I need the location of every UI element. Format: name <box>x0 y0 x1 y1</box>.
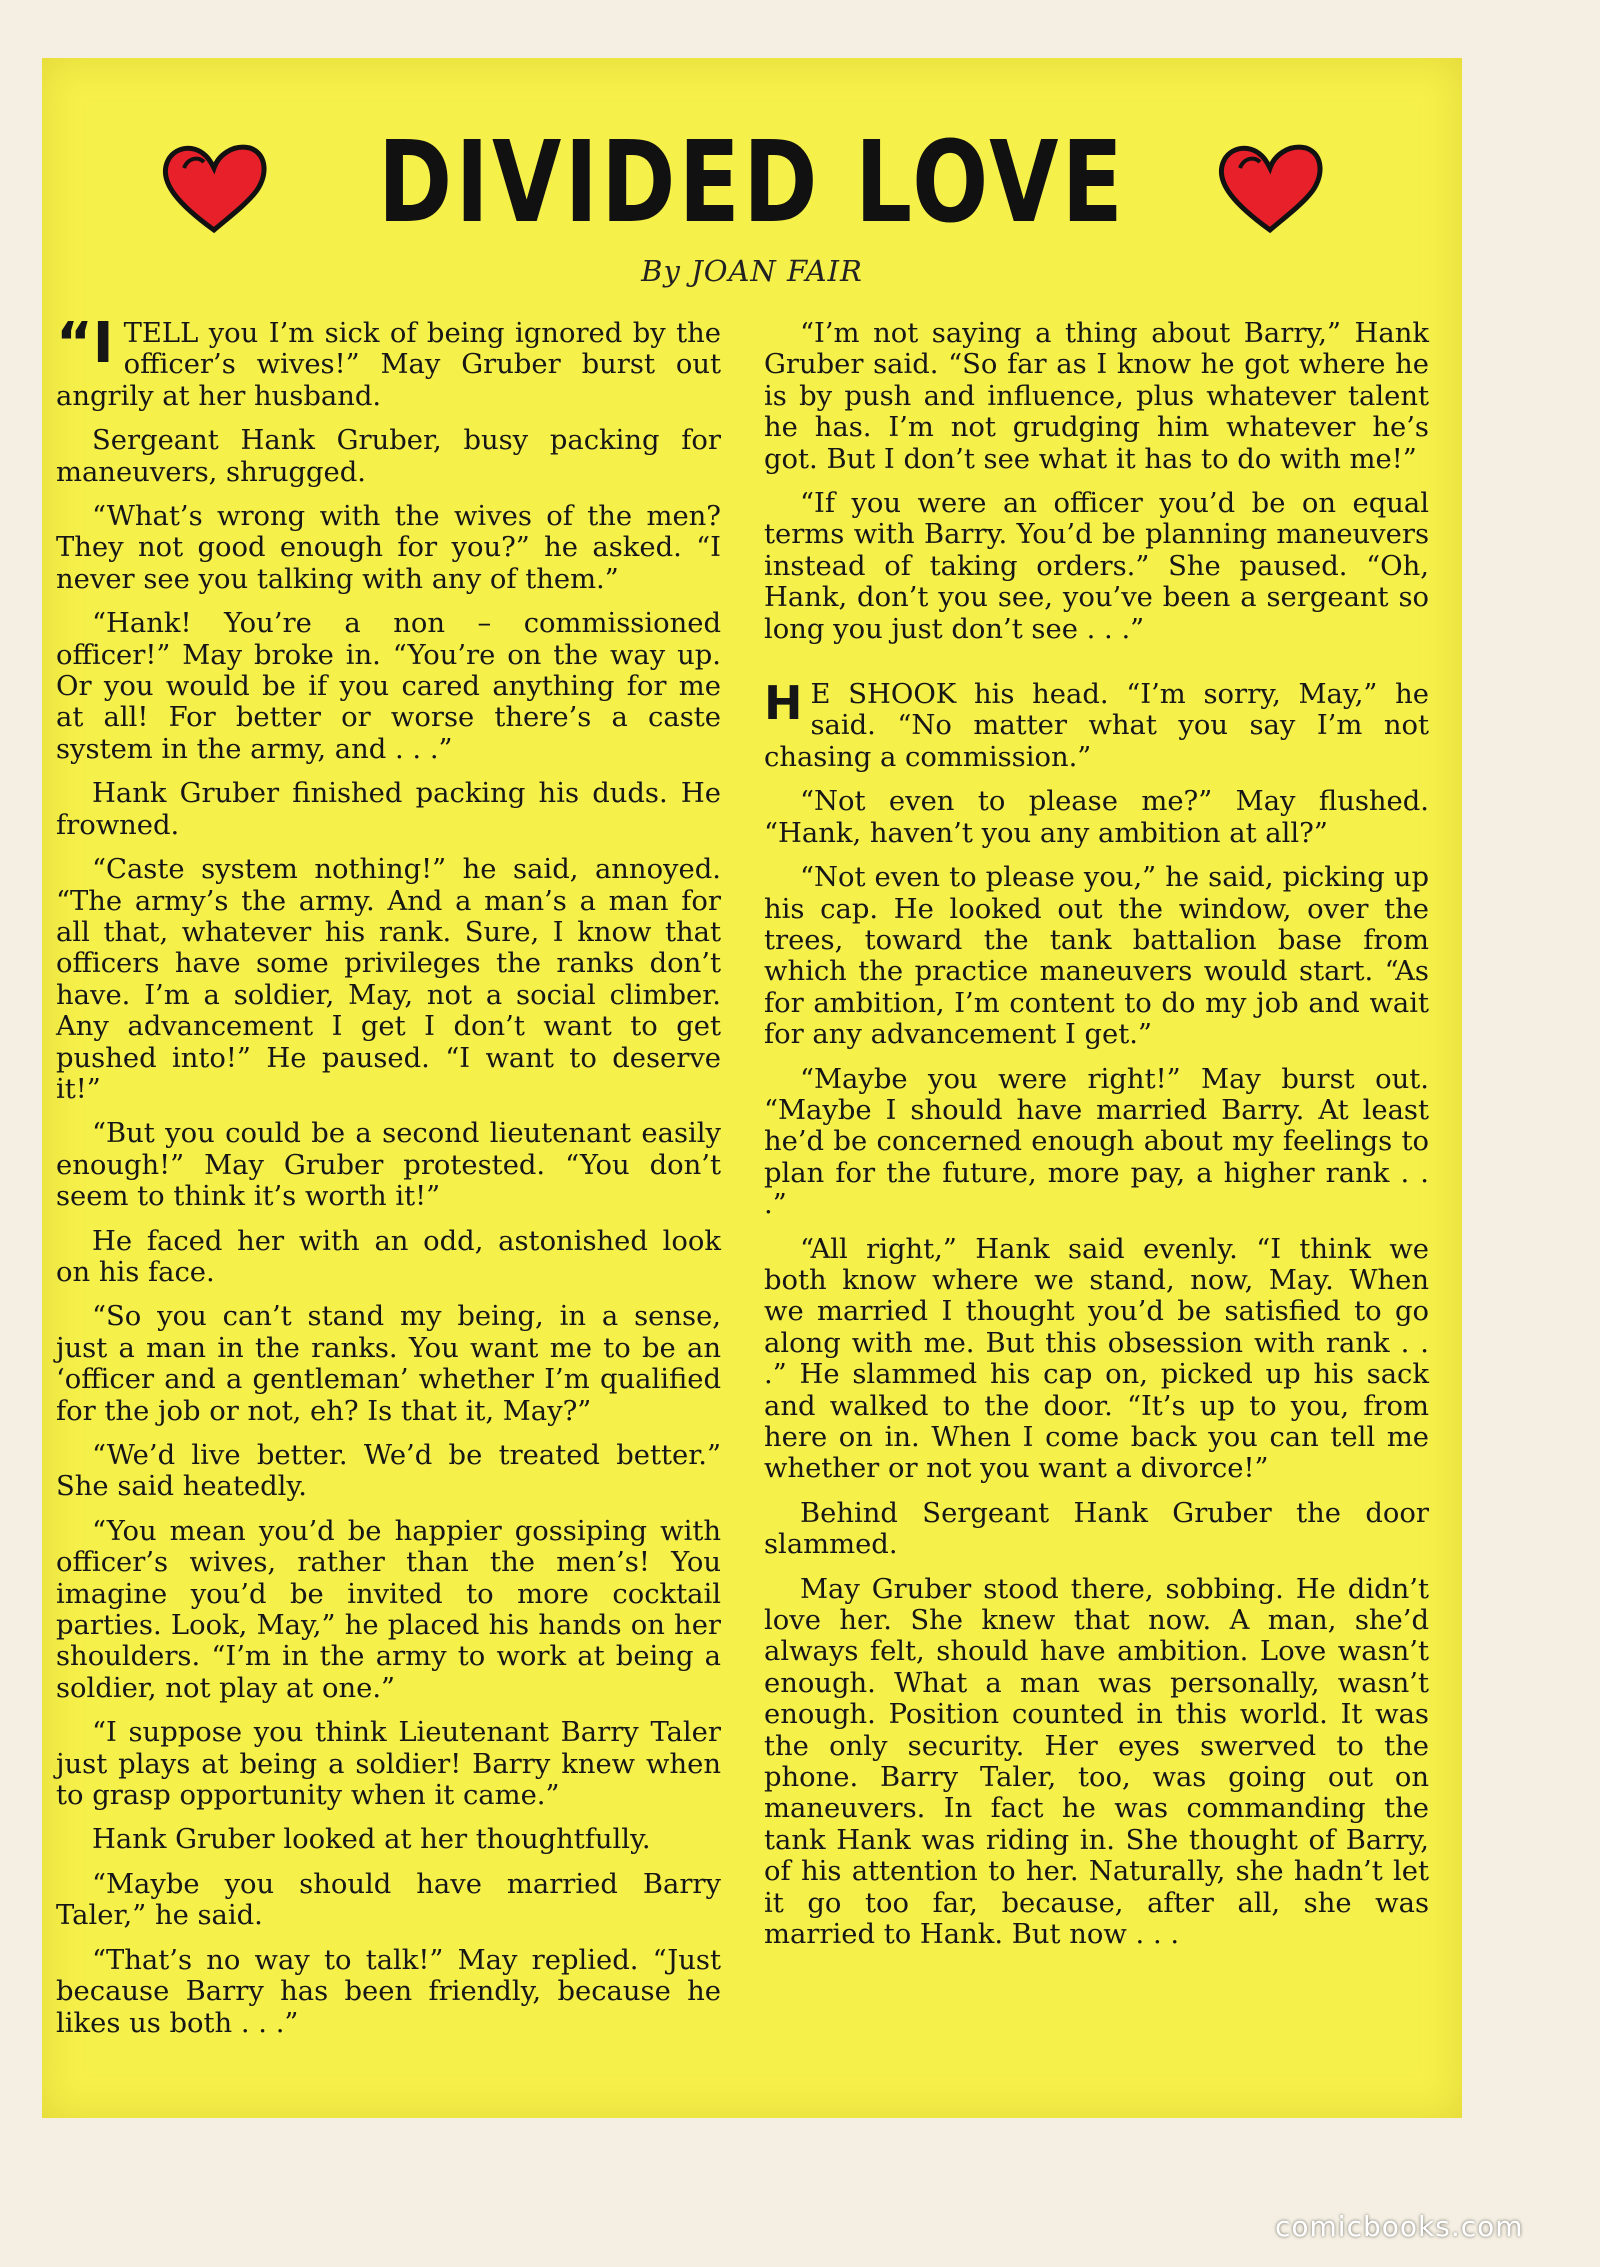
paragraph: “What’s wrong with the wives of the men? They not good enough for you?” he asked. “I never see you talking with any of them.” <box>56 501 721 595</box>
paragraph: “All right,” Hank said evenly. “I think we both know where we stand, now, May. When we married I thought you’d be satisfied to go along with me. But this obsession with rank . . .” He slammed his cap on, picked up his sack and walked to the door. “It’s up to you, from here on in. When I come back you can tell me whether or not you want a divorce!” <box>764 1233 1429 1485</box>
paragraph: “If you were an officer you’d be on equal terms with Barry. You’d be planning maneuvers instead of taking orders.” She paused. “Oh, Hank, don’t you see, you’ve been a sergeant so long you just don’t see . . .” <box>764 488 1429 645</box>
story-column-left <box>56 311 721 2052</box>
paragraph: “I’m not saying a thing about Barry,” Hank Gruber said. “So far as I know he got where he is by push and influence, plus whatever talent he has. I’m not grudging him whatever he’s got. But I don’t see what it has to do with me!” <box>764 318 1429 475</box>
paragraph: “That’s no way to talk!” May replied. “Just because Barry has been friendly, because he likes us both . . .” <box>56 1944 721 2039</box>
paragraph: Hank Gruber finished packing his duds. He frowned. <box>56 778 721 841</box>
paragraph: Sergeant Hank Gruber, busy packing for maneuvers, shrugged. <box>56 425 721 488</box>
paragraph: “Maybe you should have married Barry Taler,” he said. <box>56 1868 721 1932</box>
paragraph: “Maybe you were right!” May burst out. “Maybe I should have married Barry. At least he’d be concerned enough about my feelings to plan for the future, more pay, a higher rank . . .” <box>764 1063 1429 1221</box>
paragraph: “Hank! You’re a non – commissioned officer!” May broke in. “You’re on the way up. Or you would be if you cared anything for me at all! For better or worse there’s a caste system in the army, and . . .” <box>56 608 721 765</box>
section-break-paragraph: HE SHOOK his head. “I’m sorry, May,” he said. “No matter what you say I’m not chasing a commission.” <box>764 676 1429 773</box>
paragraph: “Caste system nothing!” he said, annoyed. “The army’s the army. And a man’s a man for all that, whatever his rank. Sure, I know that officers have some privileges the ranks don’t have. I’m a soldier, May, not a social climber. Any advancement I get I don’t want to get pushed into!” He paused. “I want to deserve it!” <box>56 854 721 1105</box>
story-byline: By JOAN FAIR <box>641 254 863 288</box>
paragraph: “I suppose you think Lieutenant Barry Taler just plays at being a soldier! Barry knew when to grasp opportunity when it came.” <box>56 1717 721 1812</box>
story-page <box>42 58 1462 2118</box>
paragraph: “ITELL you I’m sick of being ignored by the officer’s wives!” May Gruber burst out angrily at her husband. <box>56 311 721 412</box>
story-column-right <box>764 318 1429 1964</box>
paragraph: “Not even to please me?” May flushed. “Hank, haven’t you any ambition at all?” <box>764 786 1429 849</box>
site-watermark: comicbooks.com <box>1275 2210 1524 2243</box>
paragraph: “But you could be a second lieutenant easily enough!” May Gruber protested. “You don’t seem to think it’s worth it!” <box>56 1118 721 1213</box>
paragraph: Behind Sergeant Hank Gruber the door slammed. <box>764 1497 1429 1561</box>
paragraph: He faced her with an odd, astonished look on his face. <box>56 1225 721 1288</box>
paragraph: Hank Gruber looked at her thoughtfully. <box>92 1824 651 1856</box>
paragraph: “You mean you’d be happier gossiping with officer’s wives, rather than the men’s! You imagine you’d be invited to more cocktail parties. Look, May,” he placed his hands on her shoulders. “I’m in the army to work at being a soldier, not play at one.” <box>56 1515 721 1704</box>
paragraph: May Gruber stood there, sobbing. He didn’t love her. She knew that now. A man, she’d always felt, should have ambition. Love wasn’t enough. What a man was personally, wasn’t enough. Position counted in this world. It was the only security. Her eyes swerved to the phone. Barry Taler, too, was going out on maneuvers. In fact he was commanding the tank Hank was riding in. She thought of Barry, of his attention to her. Naturally, she hadn’t let it go too far, because, after all, she was married to Hank. But now . . . <box>764 1573 1429 1951</box>
paragraph: “Not even to please you,” he said, picking up his cap. He looked out the window, over the trees, toward the tank battalion base from which the practice maneuvers would start. “As for ambition, I’m content to do my job and wait for any advancement I get.” <box>764 862 1429 1051</box>
heart-icon <box>1214 138 1326 238</box>
story-title: DIVIDED LOVE <box>377 118 1127 248</box>
paragraph: “So you can’t stand my being, in a sense, just a man in the ranks. You want me to be an ‘officer and a gentleman’ whether I’m qualified for the job or not, eh? Is that it, May?” <box>56 1301 721 1427</box>
paragraph: “We’d live better. We’d be treated better.” She said heatedly. <box>56 1440 721 1503</box>
